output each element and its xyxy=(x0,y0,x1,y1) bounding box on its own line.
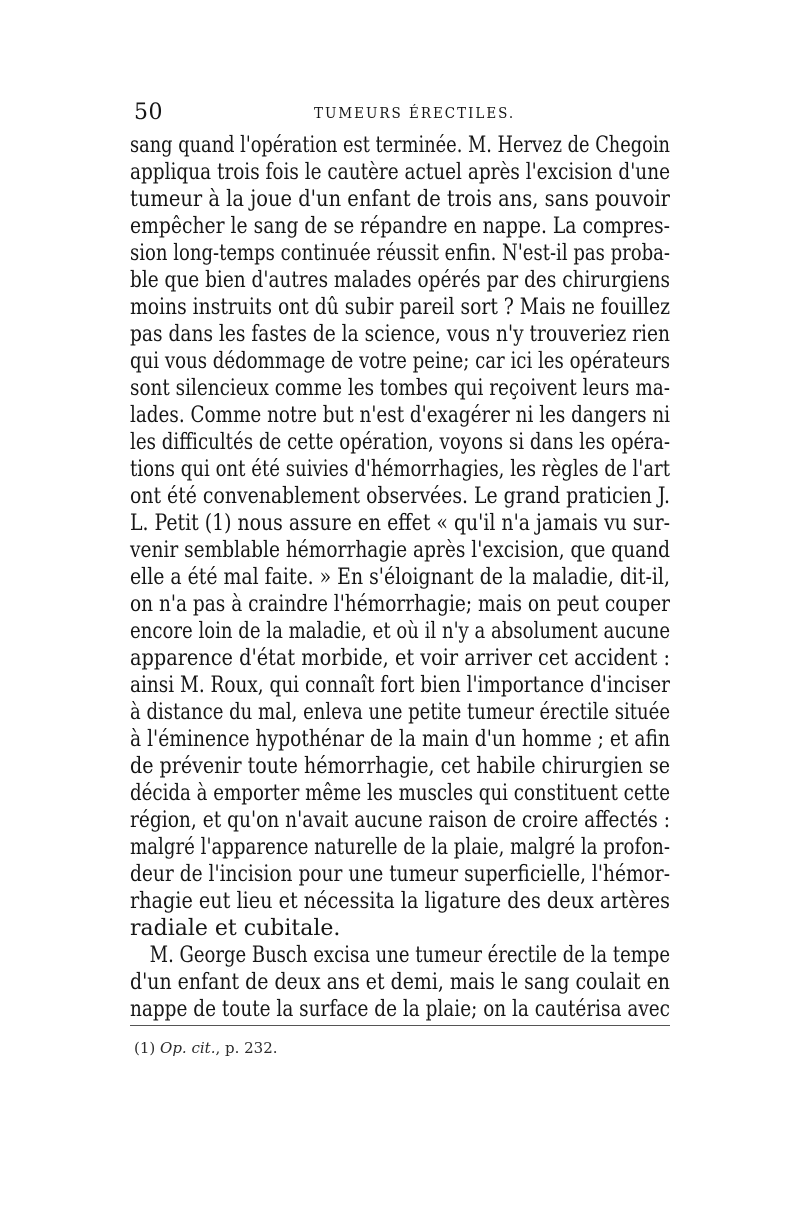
text-line: malgré l'apparence naturelle de la plaie, malgré la profon- xyxy=(130,835,670,860)
text-line: deur de l'incision pour une tumeur superficielle, l'hémor- xyxy=(130,862,670,887)
text-line: radiale et cubitale. xyxy=(130,916,341,941)
text-line: empêcher le sang de se répandre en nappe. La compres- xyxy=(130,214,671,239)
footnote-page: , p. 232. xyxy=(215,1039,278,1057)
text-line: tions qui ont été suivies d'hémorrhagies, les règles de l'art xyxy=(130,457,671,482)
text-line: d'un enfant de deux ans et demi, mais le sang coulait en xyxy=(130,970,670,995)
text-line: apparence d'état morbide, et voir arriver cet accident : xyxy=(130,646,670,671)
footnote-separator xyxy=(130,1025,670,1026)
text-line: on n'a pas à craindre l'hémorrhagie; mais on peut couper xyxy=(130,592,671,617)
text-line: pas dans les fastes de la science, vous n'y trouveriez rien xyxy=(130,322,671,347)
running-head: TUMEURS ÉRECTILES. xyxy=(314,104,516,122)
footnote-marker: (1) xyxy=(134,1039,156,1057)
body-text xyxy=(130,132,670,1023)
text-line: M. George Busch excisa une tumeur érectile de la tempe xyxy=(149,943,670,968)
text-line: tumeur à la joue d'un enfant de trois ans, sans pouvoir xyxy=(130,187,670,212)
text-line: à l'éminence hypothénar de la main d'un homme ; et afin xyxy=(130,727,670,752)
text-line: appliqua trois fois le cautère actuel après l'excision d'une xyxy=(130,160,670,185)
footnote-reference: Op. cit. xyxy=(160,1039,216,1057)
text-line: à distance du mal, enleva une petite tumeur érectile située xyxy=(130,700,670,725)
text-line: ainsi M. Roux, qui connaît fort bien l'importance d'inciser xyxy=(130,673,671,698)
text-line: qui vous dédommage de votre peine; car ici les opérateurs xyxy=(130,349,671,374)
text-line: encore loin de la maladie, et où il n'y a absolument aucune xyxy=(130,619,671,644)
text-line: région, et qu'on n'avait aucune raison de croire affectés : xyxy=(130,808,671,833)
text-line: rhagie eut lieu et nécessita la ligature des deux artères xyxy=(130,889,671,914)
text-line: lades. Comme notre but n'est d'exagérer ni les dangers ni xyxy=(130,403,671,428)
text-line: de prévenir toute hémorrhagie, cet habile chirurgien se xyxy=(130,754,671,779)
text-line: sion long-temps continuée réussit enfin. N'est-il pas proba- xyxy=(130,241,671,266)
text-line: moins instruits ont dû subir pareil sort ? Mais ne fouillez xyxy=(130,295,671,320)
text-line: ble que bien d'autres malades opérés par des chirurgiens xyxy=(130,268,671,293)
text-line: les difficultés de cette opération, voyons si dans les opéra- xyxy=(130,430,670,455)
footnote xyxy=(134,1038,278,1058)
text-line: ont été convenablement observées. Le grand praticien J. xyxy=(130,484,671,509)
page-number: 50 xyxy=(134,100,163,125)
text-line: L. Petit (1) nous assure en effet « qu'il n'a jamais vu sur- xyxy=(130,511,671,536)
text-line: venir semblable hémorrhagie après l'excision, que quand xyxy=(130,538,670,563)
text-line: elle a été mal faite. » En s'éloignant de la maladie, dit-il, xyxy=(130,565,670,590)
text-line: décida à emporter même les muscles qui constituent cette xyxy=(130,781,671,806)
text-line: sont silencieux comme les tombes qui reçoivent leurs ma- xyxy=(130,376,671,401)
text-line: sang quand l'opération est terminée. M. Hervez de Chegoin xyxy=(130,133,671,158)
text-line: nappe de toute la surface de la plaie; on la cautérisa avec xyxy=(130,997,671,1022)
